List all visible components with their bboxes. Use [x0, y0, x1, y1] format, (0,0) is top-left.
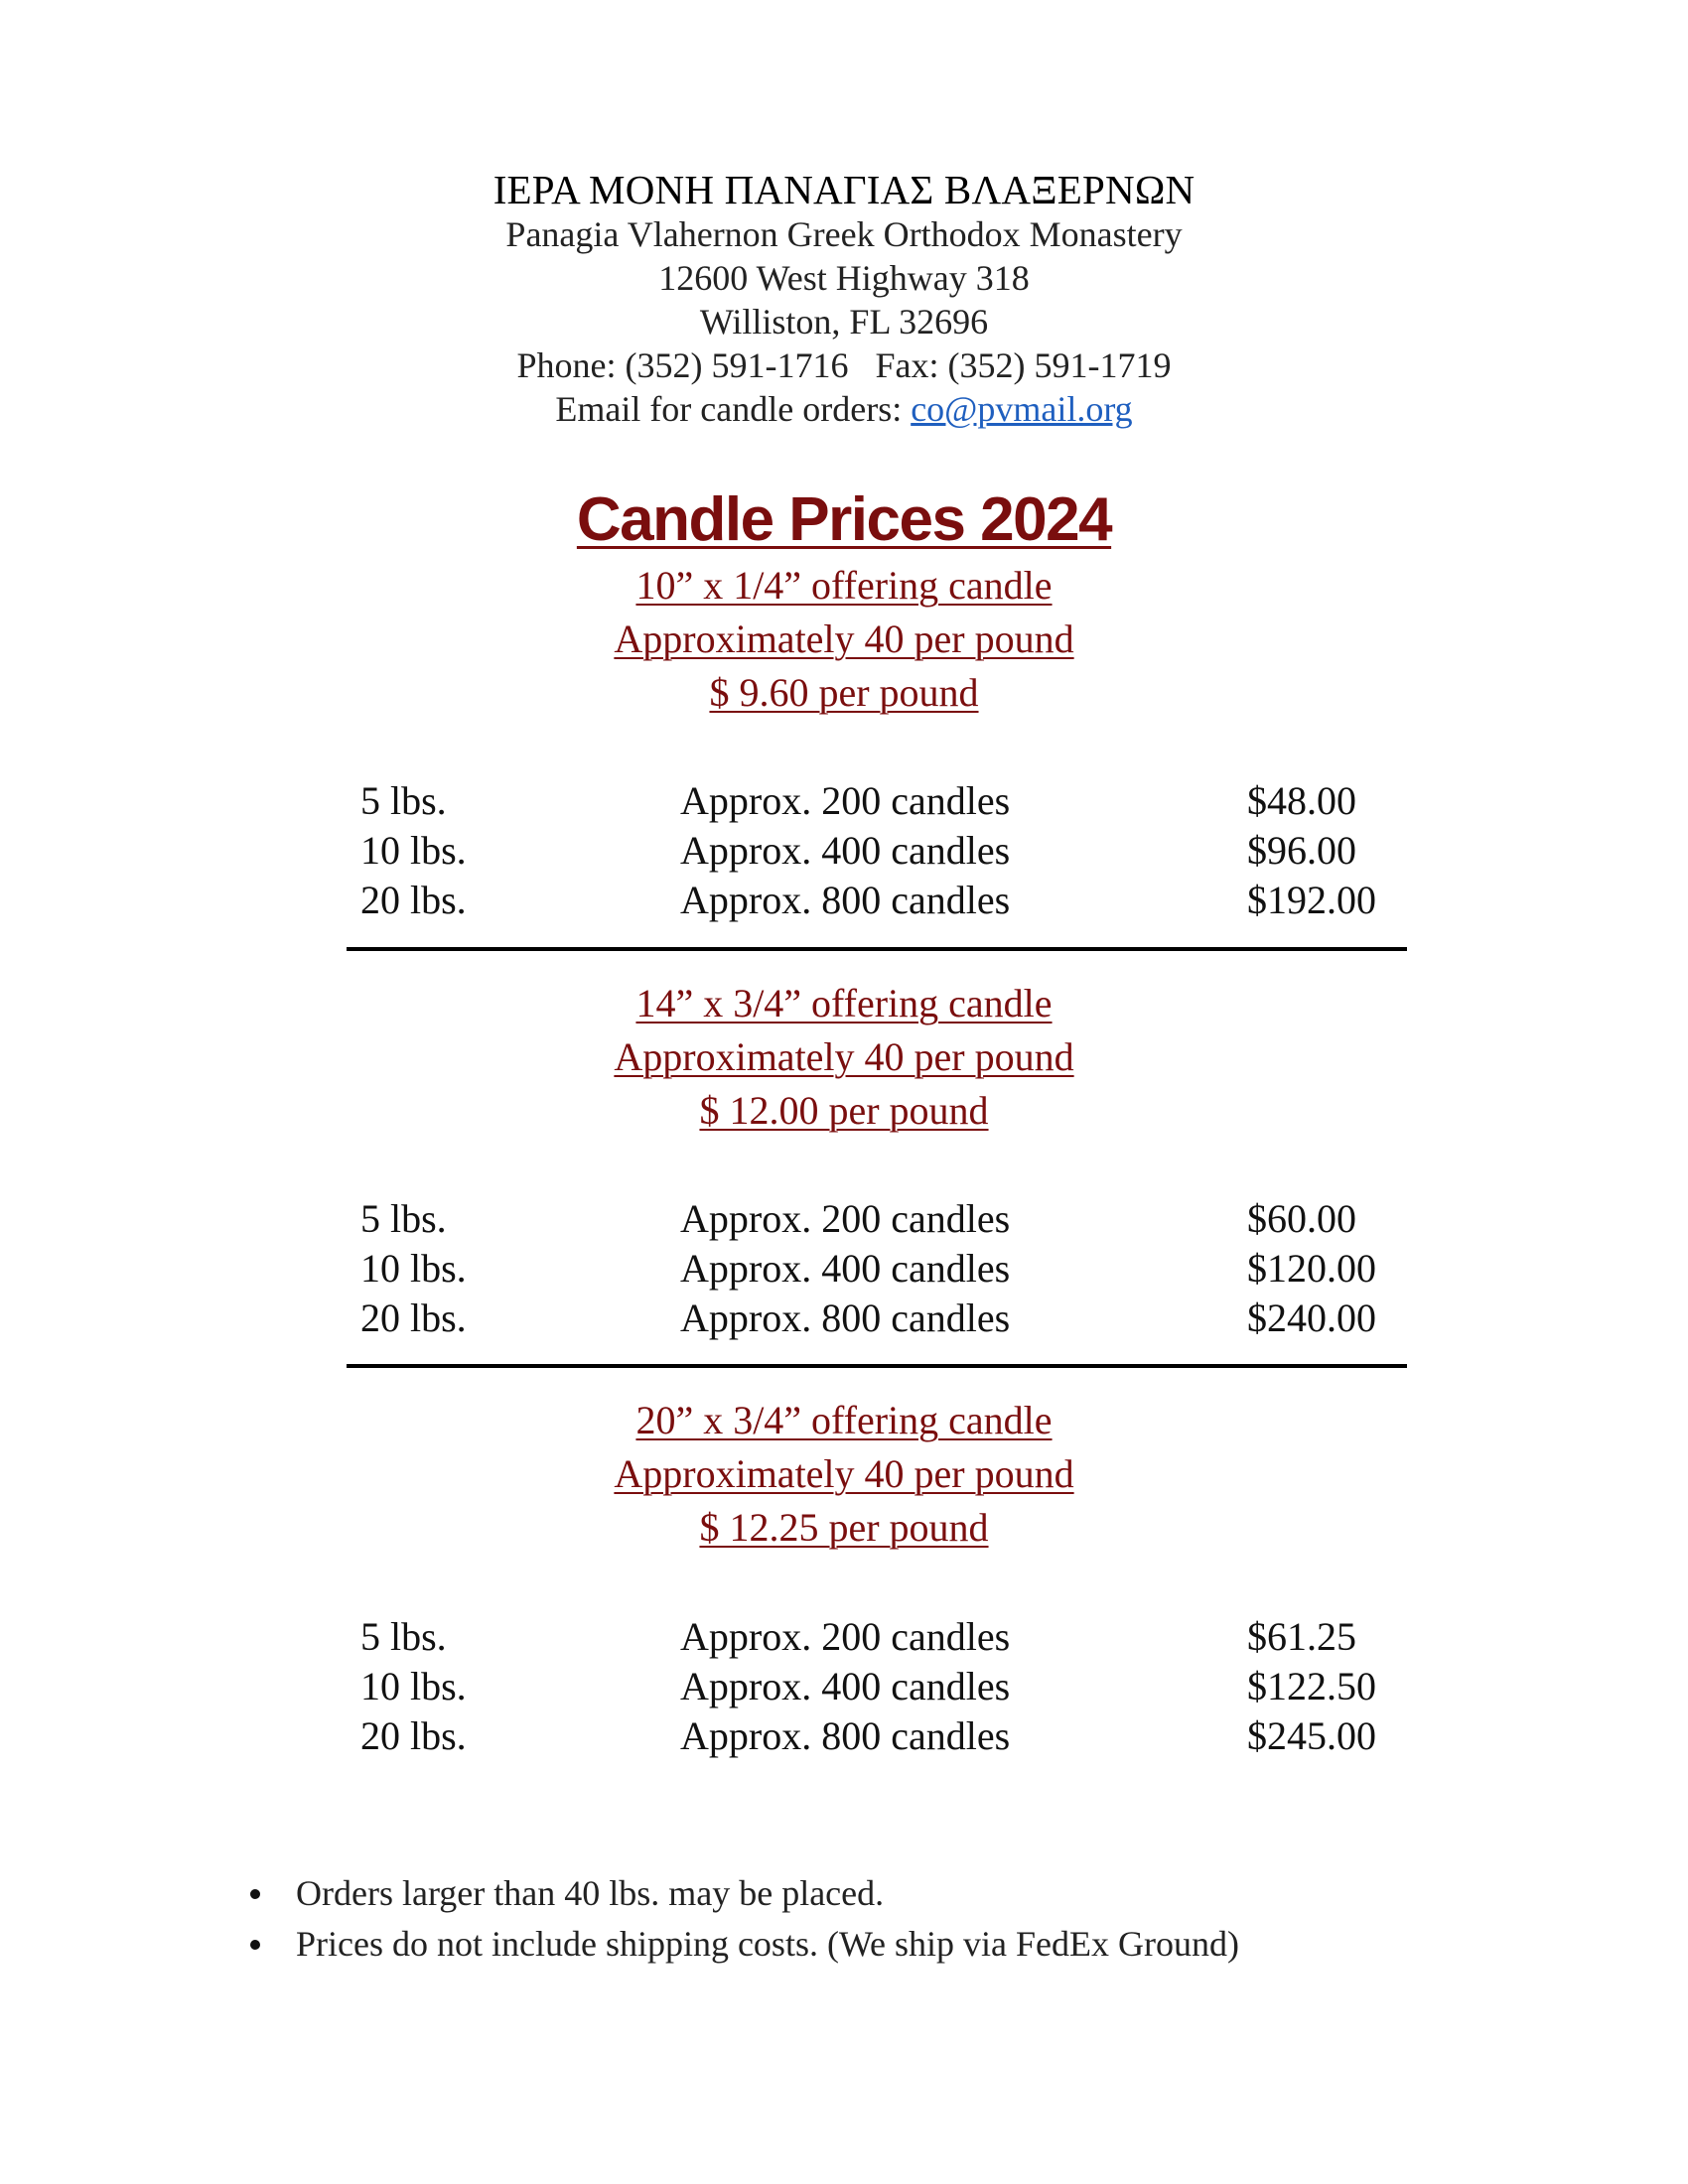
candle-name-text: 14” x 3/4” offering candle	[635, 981, 1053, 1025]
table-row	[0, 1662, 1688, 1711]
candle-name	[0, 977, 1688, 1030]
candle-approx	[0, 1030, 1688, 1084]
greek-name: ΙΕΡΑ ΜΟΝΗ ΠΑΝΑΓΙΑΣ ΒΛΑΞΕΡΝΩΝ	[492, 167, 1196, 212]
candle-count: Approx. 200 candles	[680, 1614, 1011, 1659]
price-table-10in	[0, 776, 1688, 925]
price-table-20in	[0, 1612, 1688, 1761]
candle-count: Approx. 400 candles	[680, 828, 1011, 873]
weight: 5 lbs.	[360, 778, 447, 823]
table-row	[0, 1711, 1688, 1761]
candle-count: Approx. 800 candles	[680, 878, 1011, 922]
phone-fax-text: Phone: (352) 591-1716 Fax: (352) 591-1719	[516, 345, 1172, 385]
section-divider	[347, 1364, 1407, 1368]
candle-price-per-pound	[0, 1084, 1688, 1138]
table-row	[0, 1612, 1688, 1662]
section-divider	[347, 947, 1407, 951]
table-row	[0, 1194, 1688, 1244]
page-title	[0, 484, 1688, 556]
price: $61.25	[1247, 1614, 1356, 1659]
weight: 5 lbs.	[360, 1196, 447, 1241]
section-10in-candle	[0, 559, 1688, 720]
english-name: Panagia Vlahernon Greek Orthodox Monastery	[505, 214, 1183, 254]
candle-count: Approx. 800 candles	[680, 1296, 1011, 1340]
section-20in-candle	[0, 1394, 1688, 1555]
price: $240.00	[1247, 1296, 1376, 1340]
weight: 5 lbs.	[360, 1614, 447, 1659]
page-title-text: Candle Prices 2024	[576, 485, 1112, 554]
phone-fax	[0, 343, 1688, 387]
candle-count: Approx. 400 candles	[680, 1664, 1011, 1708]
candle-approx	[0, 613, 1688, 666]
table-row	[0, 876, 1688, 925]
candle-count: Approx. 400 candles	[680, 1246, 1011, 1291]
price: $122.50	[1247, 1664, 1376, 1708]
price: $120.00	[1247, 1246, 1376, 1291]
list-item: Prices do not include shipping costs. (We ship via FedEx Ground)	[246, 1919, 1537, 1970]
table-row	[0, 1244, 1688, 1294]
price: $60.00	[1247, 1196, 1356, 1241]
price: $48.00	[1247, 778, 1356, 823]
price: $192.00	[1247, 878, 1376, 922]
weight: 20 lbs.	[360, 878, 467, 922]
candle-name	[0, 559, 1688, 613]
table-row	[0, 1294, 1688, 1343]
candle-price-text: $ 9.60 per pound	[709, 670, 979, 715]
candle-name-text: 10” x 1/4” offering candle	[635, 563, 1053, 608]
candle-price-text: $ 12.00 per pound	[699, 1088, 989, 1133]
candle-approx	[0, 1447, 1688, 1501]
weight: 20 lbs.	[360, 1296, 467, 1340]
candle-price-text: $ 12.25 per pound	[699, 1505, 989, 1550]
monastery-header	[0, 167, 1688, 431]
candle-price-per-pound	[0, 1501, 1688, 1555]
price: $96.00	[1247, 828, 1356, 873]
price-table-14in	[0, 1194, 1688, 1343]
email-line	[0, 387, 1688, 431]
table-row	[0, 826, 1688, 876]
street-address: 12600 West Highway 318	[658, 258, 1030, 298]
weight: 10 lbs.	[360, 1664, 467, 1708]
candle-approx-text: Approximately 40 per pound	[614, 616, 1074, 661]
candle-approx-text: Approximately 40 per pound	[614, 1451, 1074, 1496]
weight: 10 lbs.	[360, 828, 467, 873]
city-address: Williston, FL 32696	[699, 302, 989, 341]
order-notes	[246, 1868, 1537, 1970]
weight: 20 lbs.	[360, 1713, 467, 1758]
weight: 10 lbs.	[360, 1246, 467, 1291]
section-14in-candle	[0, 977, 1688, 1138]
email-link[interactable]: co@pvmail.org	[911, 389, 1133, 429]
list-item: Orders larger than 40 lbs. may be placed.	[246, 1868, 1537, 1919]
price: $245.00	[1247, 1713, 1376, 1758]
candle-count: Approx. 200 candles	[680, 1196, 1011, 1241]
candle-name-text: 20” x 3/4” offering candle	[635, 1398, 1053, 1442]
candle-count: Approx. 200 candles	[680, 778, 1011, 823]
candle-count: Approx. 800 candles	[680, 1713, 1011, 1758]
email-label: Email for candle orders:	[555, 389, 912, 429]
candle-price-per-pound	[0, 666, 1688, 720]
candle-approx-text: Approximately 40 per pound	[614, 1034, 1074, 1079]
table-row	[0, 776, 1688, 826]
candle-name	[0, 1394, 1688, 1447]
